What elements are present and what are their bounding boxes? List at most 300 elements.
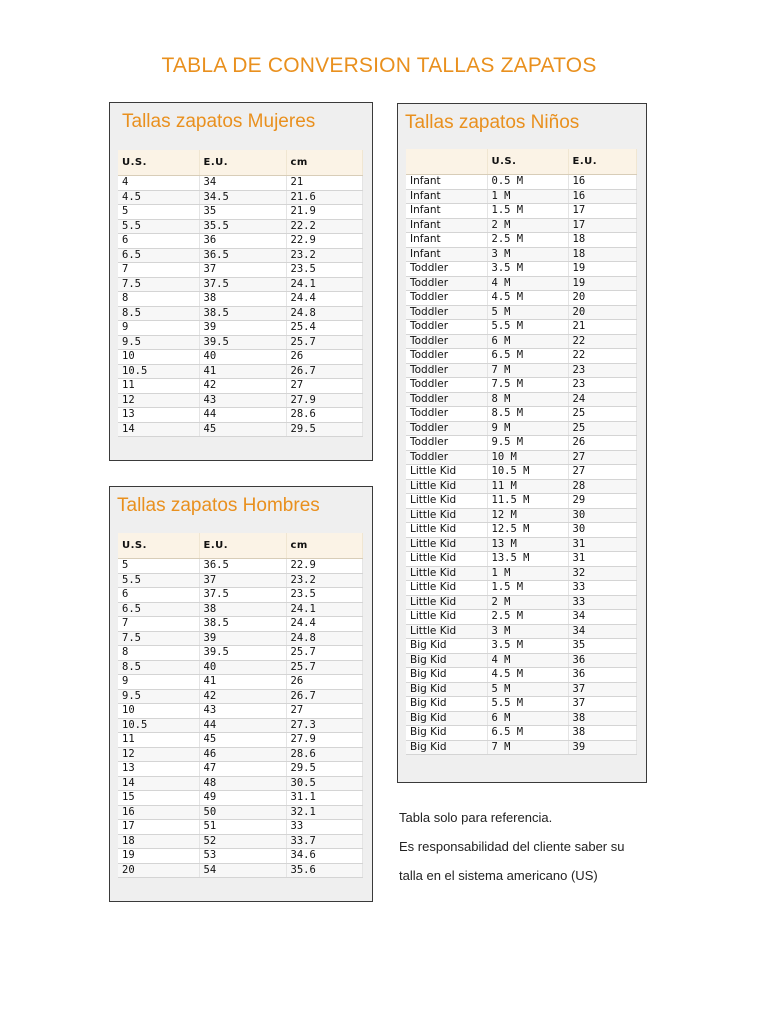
table-row bbox=[118, 588, 362, 603]
table-cell: 5 bbox=[118, 205, 199, 220]
table-cell: 2.5 M bbox=[487, 610, 568, 625]
table-cell: 26 bbox=[568, 436, 636, 451]
table-cell: 18 bbox=[118, 834, 199, 849]
table-cell: 34 bbox=[199, 176, 286, 191]
reference-note: Tabla solo para referencia. bbox=[399, 810, 553, 825]
table-cell: 4 M bbox=[487, 653, 568, 668]
table-row bbox=[118, 704, 362, 719]
table-cell: 9.5 bbox=[118, 335, 199, 350]
table-cell: 1.5 M bbox=[487, 204, 568, 219]
table-cell: 41 bbox=[199, 675, 286, 690]
table-cell: 49 bbox=[199, 791, 286, 806]
table-cell: Infant bbox=[406, 204, 487, 219]
table-cell: 24.4 bbox=[286, 617, 362, 632]
table-cell: 17 bbox=[568, 218, 636, 233]
table-row bbox=[406, 697, 636, 712]
table-row bbox=[406, 668, 636, 683]
table-cell: 8 M bbox=[487, 392, 568, 407]
table-cell: 6.5 M bbox=[487, 726, 568, 741]
table-cell: 35.5 bbox=[199, 219, 286, 234]
page-title: TABLA DE CONVERSION TALLAS ZAPATOS bbox=[161, 54, 597, 77]
table-cell: 16 bbox=[568, 189, 636, 204]
table-row bbox=[118, 559, 362, 574]
women-panel-title: Tallas zapatos Mujeres bbox=[122, 111, 316, 132]
table-row bbox=[118, 689, 362, 704]
table-cell: Infant bbox=[406, 189, 487, 204]
table-cell: 3.5 M bbox=[487, 639, 568, 654]
table-cell: 21.6 bbox=[286, 190, 362, 205]
table-cell: Little Kid bbox=[406, 595, 487, 610]
table-row bbox=[118, 408, 362, 423]
kids-table-body bbox=[406, 175, 636, 755]
table-cell: Toddler bbox=[406, 378, 487, 393]
table-cell: 27 bbox=[286, 704, 362, 719]
table-cell: 6.5 bbox=[118, 248, 199, 263]
table-cell: 5.5 bbox=[118, 219, 199, 234]
table-row bbox=[406, 450, 636, 465]
table-cell: 3 M bbox=[487, 247, 568, 262]
table-row bbox=[406, 204, 636, 219]
table-header-row bbox=[118, 533, 362, 559]
table-cell: Big Kid bbox=[406, 639, 487, 654]
table-row bbox=[118, 863, 362, 878]
table-cell: 25 bbox=[568, 407, 636, 422]
table-row bbox=[406, 508, 636, 523]
table-cell: 23.2 bbox=[286, 573, 362, 588]
table-cell: Little Kid bbox=[406, 566, 487, 581]
table-cell: 28.6 bbox=[286, 408, 362, 423]
table-cell: Toddler bbox=[406, 421, 487, 436]
table-row bbox=[118, 834, 362, 849]
table-row bbox=[118, 422, 362, 437]
table-cell: 1.5 M bbox=[487, 581, 568, 596]
table-cell: 10 bbox=[118, 704, 199, 719]
table-row bbox=[118, 219, 362, 234]
women-size-table bbox=[118, 150, 363, 437]
table-cell: Toddler bbox=[406, 450, 487, 465]
table-cell: Little Kid bbox=[406, 581, 487, 596]
table-cell: Little Kid bbox=[406, 624, 487, 639]
column-header-us: U.S. bbox=[118, 533, 199, 559]
table-cell: 35 bbox=[568, 639, 636, 654]
table-cell: Big Kid bbox=[406, 726, 487, 741]
table-cell: 8.5 M bbox=[487, 407, 568, 422]
table-cell: Little Kid bbox=[406, 465, 487, 480]
table-cell: 38.5 bbox=[199, 306, 286, 321]
table-cell: Big Kid bbox=[406, 740, 487, 755]
table-cell: 37 bbox=[199, 573, 286, 588]
table-cell: Toddler bbox=[406, 262, 487, 277]
table-cell: Little Kid bbox=[406, 479, 487, 494]
table-cell: 20 bbox=[568, 305, 636, 320]
table-row bbox=[118, 602, 362, 617]
table-cell: Toddler bbox=[406, 320, 487, 335]
table-cell: 22 bbox=[568, 349, 636, 364]
table-row bbox=[118, 776, 362, 791]
table-cell: Toddler bbox=[406, 349, 487, 364]
table-row bbox=[118, 335, 362, 350]
table-row bbox=[406, 726, 636, 741]
table-cell: 40 bbox=[199, 660, 286, 675]
table-cell: 37.5 bbox=[199, 588, 286, 603]
table-cell: 6.5 bbox=[118, 602, 199, 617]
table-row bbox=[406, 262, 636, 277]
table-cell: 38 bbox=[568, 726, 636, 741]
table-cell: 11 bbox=[118, 379, 199, 394]
table-cell: 20 bbox=[568, 291, 636, 306]
column-header-us: U.S. bbox=[487, 149, 568, 175]
table-row bbox=[118, 631, 362, 646]
table-cell: 35.6 bbox=[286, 863, 362, 878]
table-cell: 11 bbox=[118, 733, 199, 748]
table-cell: 39.5 bbox=[199, 646, 286, 661]
table-cell: 36.5 bbox=[199, 248, 286, 263]
table-cell: Infant bbox=[406, 233, 487, 248]
table-cell: 47 bbox=[199, 762, 286, 777]
responsibility-note: Es responsabilidad del cliente saber su bbox=[399, 839, 625, 854]
column-header-us: U.S. bbox=[118, 150, 199, 176]
table-row bbox=[406, 189, 636, 204]
table-row bbox=[118, 234, 362, 249]
table-cell: 23.5 bbox=[286, 588, 362, 603]
table-cell: 29.5 bbox=[286, 762, 362, 777]
table-cell: 14 bbox=[118, 422, 199, 437]
table-cell: Toddler bbox=[406, 305, 487, 320]
table-cell: 15 bbox=[118, 791, 199, 806]
table-cell: 29.5 bbox=[286, 422, 362, 437]
table-cell: 32 bbox=[568, 566, 636, 581]
table-cell: 21.9 bbox=[286, 205, 362, 220]
table-cell: 37 bbox=[568, 682, 636, 697]
table-row bbox=[118, 306, 362, 321]
table-cell: 33 bbox=[568, 595, 636, 610]
table-cell: 54 bbox=[199, 863, 286, 878]
table-row bbox=[406, 247, 636, 262]
table-cell: Toddler bbox=[406, 291, 487, 306]
table-cell: 16 bbox=[118, 805, 199, 820]
responsibility-note-continued: talla en el sistema americano (US) bbox=[399, 868, 598, 883]
table-cell: 45 bbox=[199, 733, 286, 748]
table-cell: 23.2 bbox=[286, 248, 362, 263]
table-row bbox=[118, 646, 362, 661]
table-cell: 50 bbox=[199, 805, 286, 820]
table-cell: 6.5 M bbox=[487, 349, 568, 364]
table-cell: 11 M bbox=[487, 479, 568, 494]
table-cell: 46 bbox=[199, 747, 286, 762]
table-row bbox=[118, 350, 362, 365]
table-cell: 6 bbox=[118, 588, 199, 603]
table-cell: 30 bbox=[568, 523, 636, 538]
table-cell: 28.6 bbox=[286, 747, 362, 762]
table-cell: 9.5 bbox=[118, 689, 199, 704]
table-row bbox=[118, 364, 362, 379]
table-row bbox=[406, 334, 636, 349]
table-cell: 30.5 bbox=[286, 776, 362, 791]
table-cell: 34 bbox=[568, 610, 636, 625]
table-cell: Toddler bbox=[406, 436, 487, 451]
table-cell: 12 bbox=[118, 747, 199, 762]
table-cell: 6 M bbox=[487, 711, 568, 726]
table-row bbox=[406, 233, 636, 248]
table-cell: 13 bbox=[118, 408, 199, 423]
table-row bbox=[406, 610, 636, 625]
table-cell: 29 bbox=[568, 494, 636, 509]
table-cell: 36.5 bbox=[199, 559, 286, 574]
table-cell: 17 bbox=[568, 204, 636, 219]
table-cell: 3.5 M bbox=[487, 262, 568, 277]
table-cell: 17 bbox=[118, 820, 199, 835]
table-cell: 25.7 bbox=[286, 335, 362, 350]
table-row bbox=[406, 581, 636, 596]
table-cell: 27 bbox=[286, 379, 362, 394]
table-row bbox=[406, 494, 636, 509]
table-cell: Little Kid bbox=[406, 494, 487, 509]
table-row bbox=[118, 321, 362, 336]
table-row bbox=[406, 320, 636, 335]
table-cell: 9 M bbox=[487, 421, 568, 436]
table-row bbox=[118, 762, 362, 777]
table-cell: 22 bbox=[568, 334, 636, 349]
table-cell: 13.5 M bbox=[487, 552, 568, 567]
table-cell: 53 bbox=[199, 849, 286, 864]
table-cell: 52 bbox=[199, 834, 286, 849]
table-row bbox=[406, 523, 636, 538]
table-cell: 26 bbox=[286, 675, 362, 690]
table-cell: 25.4 bbox=[286, 321, 362, 336]
table-row bbox=[118, 791, 362, 806]
table-cell: 18 bbox=[568, 247, 636, 262]
table-row bbox=[118, 277, 362, 292]
table-cell: 5.5 M bbox=[487, 697, 568, 712]
table-cell: Little Kid bbox=[406, 552, 487, 567]
table-cell: 14 bbox=[118, 776, 199, 791]
table-cell: 41 bbox=[199, 364, 286, 379]
column-header-eu: E.U. bbox=[199, 150, 286, 176]
column-header-cm: cm bbox=[286, 533, 362, 559]
table-cell: Little Kid bbox=[406, 508, 487, 523]
table-cell: 44 bbox=[199, 718, 286, 733]
table-row bbox=[406, 624, 636, 639]
table-cell: 1 M bbox=[487, 189, 568, 204]
table-cell: 10 M bbox=[487, 450, 568, 465]
table-cell: Toddler bbox=[406, 276, 487, 291]
table-cell: 8 bbox=[118, 646, 199, 661]
table-cell: 38 bbox=[199, 602, 286, 617]
table-row bbox=[406, 291, 636, 306]
table-row bbox=[406, 740, 636, 755]
table-cell: 37.5 bbox=[199, 277, 286, 292]
table-cell: 21 bbox=[286, 176, 362, 191]
men-panel-title: Tallas zapatos Hombres bbox=[117, 495, 320, 516]
table-row bbox=[118, 573, 362, 588]
table-cell: 8.5 bbox=[118, 306, 199, 321]
table-cell: 51 bbox=[199, 820, 286, 835]
table-cell: 2 M bbox=[487, 218, 568, 233]
table-cell: 11.5 M bbox=[487, 494, 568, 509]
table-row bbox=[406, 218, 636, 233]
table-row bbox=[406, 682, 636, 697]
table-cell: 40 bbox=[199, 350, 286, 365]
table-cell: 7 bbox=[118, 263, 199, 278]
women-size-panel bbox=[109, 102, 373, 461]
table-cell: 32.1 bbox=[286, 805, 362, 820]
table-cell: 31 bbox=[568, 552, 636, 567]
table-cell: Toddler bbox=[406, 407, 487, 422]
table-cell: 0.5 M bbox=[487, 175, 568, 190]
table-cell: 36 bbox=[568, 653, 636, 668]
table-cell: 8.5 bbox=[118, 660, 199, 675]
kids-panel-title: Tallas zapatos Niños bbox=[405, 112, 580, 133]
table-cell: 13 bbox=[118, 762, 199, 777]
table-cell: 13 M bbox=[487, 537, 568, 552]
table-cell: 4 M bbox=[487, 276, 568, 291]
table-row bbox=[406, 436, 636, 451]
table-cell: 31.1 bbox=[286, 791, 362, 806]
table-row bbox=[118, 205, 362, 220]
table-cell: 5 M bbox=[487, 305, 568, 320]
table-cell: 21 bbox=[568, 320, 636, 335]
table-cell: Big Kid bbox=[406, 682, 487, 697]
table-cell: 8 bbox=[118, 292, 199, 307]
table-cell: 22.2 bbox=[286, 219, 362, 234]
column-header-eu: E.U. bbox=[199, 533, 286, 559]
table-row bbox=[118, 393, 362, 408]
table-cell: 23 bbox=[568, 363, 636, 378]
table-row bbox=[406, 479, 636, 494]
table-cell: 30 bbox=[568, 508, 636, 523]
men-table-body bbox=[118, 559, 362, 878]
table-cell: 38.5 bbox=[199, 617, 286, 632]
table-row bbox=[406, 392, 636, 407]
table-row bbox=[406, 566, 636, 581]
table-cell: 12.5 M bbox=[487, 523, 568, 538]
men-size-panel bbox=[109, 486, 373, 902]
table-cell: 23 bbox=[568, 378, 636, 393]
table-row bbox=[406, 639, 636, 654]
table-cell: 5.5 M bbox=[487, 320, 568, 335]
table-cell: 16 bbox=[568, 175, 636, 190]
table-cell: 10.5 bbox=[118, 364, 199, 379]
column-header-eu: E.U. bbox=[568, 149, 636, 175]
table-cell: 43 bbox=[199, 393, 286, 408]
kids-size-table bbox=[406, 149, 637, 755]
table-header-row bbox=[118, 150, 362, 176]
table-cell: 36 bbox=[199, 234, 286, 249]
table-row bbox=[118, 747, 362, 762]
table-cell: 7 M bbox=[487, 363, 568, 378]
table-row bbox=[406, 465, 636, 480]
table-row bbox=[406, 276, 636, 291]
table-cell: 9 bbox=[118, 675, 199, 690]
table-row bbox=[406, 378, 636, 393]
table-cell: 34.5 bbox=[199, 190, 286, 205]
table-cell: 43 bbox=[199, 704, 286, 719]
table-cell: 7 bbox=[118, 617, 199, 632]
table-cell: 6 M bbox=[487, 334, 568, 349]
table-cell: 36 bbox=[568, 668, 636, 683]
table-cell: 27.9 bbox=[286, 393, 362, 408]
table-row bbox=[118, 718, 362, 733]
table-cell: 31 bbox=[568, 537, 636, 552]
table-cell: 39 bbox=[568, 740, 636, 755]
table-row bbox=[118, 263, 362, 278]
table-cell: 7.5 M bbox=[487, 378, 568, 393]
table-row bbox=[118, 675, 362, 690]
table-cell: 28 bbox=[568, 479, 636, 494]
table-cell: 24.1 bbox=[286, 602, 362, 617]
table-row bbox=[118, 849, 362, 864]
table-cell: Little Kid bbox=[406, 610, 487, 625]
table-cell: 37 bbox=[568, 697, 636, 712]
table-cell: 4.5 M bbox=[487, 668, 568, 683]
table-cell: Big Kid bbox=[406, 653, 487, 668]
table-row bbox=[118, 733, 362, 748]
table-header-row bbox=[406, 149, 636, 175]
table-cell: 7 M bbox=[487, 740, 568, 755]
table-cell: 12 bbox=[118, 393, 199, 408]
table-cell: 27 bbox=[568, 450, 636, 465]
table-row bbox=[118, 379, 362, 394]
table-cell: 33.7 bbox=[286, 834, 362, 849]
table-cell: 4.5 M bbox=[487, 291, 568, 306]
table-row bbox=[406, 175, 636, 190]
table-row bbox=[118, 248, 362, 263]
table-cell: 24.8 bbox=[286, 306, 362, 321]
table-cell: 5.5 bbox=[118, 573, 199, 588]
table-cell: 22.9 bbox=[286, 559, 362, 574]
table-row bbox=[118, 660, 362, 675]
table-cell: 18 bbox=[568, 233, 636, 248]
table-row bbox=[406, 595, 636, 610]
table-cell: Toddler bbox=[406, 334, 487, 349]
table-cell: 27 bbox=[568, 465, 636, 480]
table-cell: 33 bbox=[568, 581, 636, 596]
table-cell: Infant bbox=[406, 175, 487, 190]
table-cell: Infant bbox=[406, 218, 487, 233]
table-cell: 39.5 bbox=[199, 335, 286, 350]
table-cell: 38 bbox=[568, 711, 636, 726]
table-cell: Infant bbox=[406, 247, 487, 262]
table-row bbox=[118, 617, 362, 632]
table-row bbox=[118, 190, 362, 205]
table-cell: 37 bbox=[199, 263, 286, 278]
table-row bbox=[406, 407, 636, 422]
table-cell: 27.9 bbox=[286, 733, 362, 748]
table-cell: 45 bbox=[199, 422, 286, 437]
table-cell: 39 bbox=[199, 631, 286, 646]
table-row bbox=[406, 349, 636, 364]
table-cell: 7.5 bbox=[118, 631, 199, 646]
table-cell: Big Kid bbox=[406, 668, 487, 683]
table-row bbox=[406, 537, 636, 552]
table-row bbox=[406, 363, 636, 378]
table-cell: 24.1 bbox=[286, 277, 362, 292]
table-cell: 19 bbox=[568, 276, 636, 291]
table-cell: Big Kid bbox=[406, 697, 487, 712]
table-cell: 3 M bbox=[487, 624, 568, 639]
table-cell: Little Kid bbox=[406, 523, 487, 538]
table-cell: 25 bbox=[568, 421, 636, 436]
table-cell: 10.5 bbox=[118, 718, 199, 733]
table-cell: 22.9 bbox=[286, 234, 362, 249]
table-cell: 35 bbox=[199, 205, 286, 220]
table-row bbox=[118, 805, 362, 820]
table-cell: 23.5 bbox=[286, 263, 362, 278]
column-header-cm: cm bbox=[286, 150, 362, 176]
table-cell: 1 M bbox=[487, 566, 568, 581]
table-cell: 10 bbox=[118, 350, 199, 365]
table-cell: 39 bbox=[199, 321, 286, 336]
